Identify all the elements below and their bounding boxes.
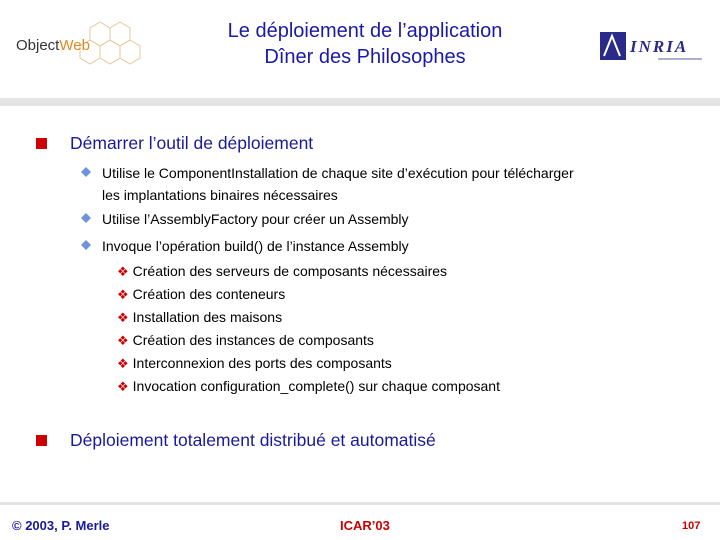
sub-bullet-assembly-factory: Utilise l’AssemblyFactory pour créer un Assembly — [81, 208, 409, 230]
title-line-1: Le déploiement de l’application — [227, 20, 503, 42]
page-title — [160, 18, 570, 70]
list-item: ❖ Création des serveurs de composants nécessaires — [117, 263, 448, 279]
bullet-start-tool — [36, 133, 313, 154]
diamond-bullet-icon — [81, 167, 91, 177]
footer-copyright: © 2003, P. Merle — [12, 518, 110, 533]
ornament-bullet-icon: ❖ — [117, 333, 129, 348]
ornament-bullet-icon: ❖ — [117, 379, 129, 394]
list-item: ❖ Création des instances de composants — [117, 332, 374, 348]
footer-divider — [0, 502, 720, 505]
objectweb-logo-text: ObjectWeb — [16, 78, 21, 79]
ornament-bullet-icon: ❖ — [117, 310, 129, 325]
red-square-bullet-icon — [36, 138, 47, 149]
bullet-distributed-deployment-text: Déploiement totalement distribué et automatisé — [70, 430, 436, 450]
bullet-distributed-deployment — [36, 430, 436, 451]
diamond-bullet-icon — [81, 213, 91, 223]
bullet-start-tool-text: Démarrer l’outil de déploiement — [70, 133, 314, 153]
page-number: 107 — [682, 520, 701, 532]
list-item: ❖ Interconnexion des ports des composants — [117, 355, 392, 371]
list-item: ❖ Installation des maisons — [117, 309, 283, 325]
objectweb-logo — [12, 18, 147, 78]
list-item: ❖ Création des conteneurs — [117, 286, 286, 302]
sub-bullet-build: Invoque l’opération build() de l’instance Assembly — [81, 235, 409, 257]
sub-bullet-component-installation: Utilise le ComponentInstallation de chaque site d’exécution pour télécharger les implantations binaires nécessaires — [81, 162, 574, 206]
header-divider — [0, 98, 720, 106]
footer-conference: ICAR’03 — [340, 518, 390, 533]
inria-logo-text: INRIA — [630, 37, 689, 56]
title-line-2: Dîner des Philosophes — [264, 46, 466, 68]
diamond-bullet-icon — [81, 240, 91, 250]
ornament-bullet-icon: ❖ — [117, 287, 129, 302]
ornament-bullet-icon: ❖ — [117, 264, 129, 279]
list-item: ❖ Invocation configuration_complete() sur chaque composant — [117, 378, 500, 394]
inria-logo — [598, 26, 708, 70]
ornament-bullet-icon: ❖ — [117, 356, 129, 371]
red-square-bullet-icon — [36, 435, 47, 446]
svg-text:ObjectWeb: ObjectWeb — [16, 37, 90, 54]
